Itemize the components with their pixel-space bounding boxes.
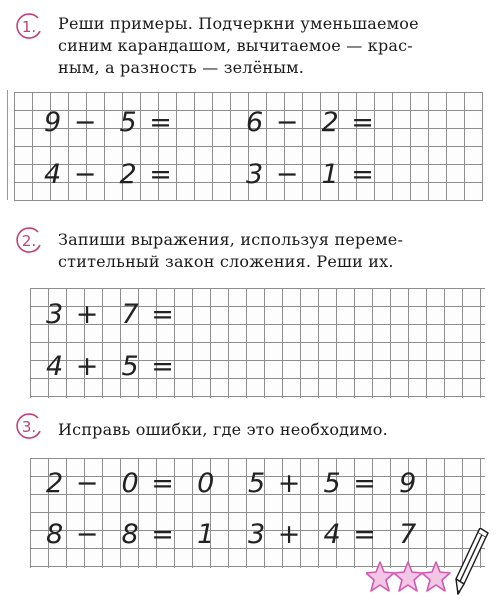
task-3-expression-1: 2 − 0 = 0 xyxy=(46,468,217,499)
pencil-icon xyxy=(450,528,490,596)
task-1-expression-4: 3 − 1 = xyxy=(246,159,376,190)
task-3-number: 3. xyxy=(21,418,37,436)
task-1-line-2: синим карандашом, вычитаемое — крас- xyxy=(58,36,413,55)
task-3-expression-2: 5 + 5 = 9 xyxy=(248,468,419,499)
task-1-text xyxy=(58,13,478,79)
task-2-expression-1: 3 + 7 = xyxy=(46,299,176,330)
task-3-line-1: Исправь ошибки, где это необходимо. xyxy=(58,420,388,439)
task-2-expression-2: 4 + 5 = xyxy=(46,351,176,382)
task-3-text xyxy=(58,419,478,441)
margin-line xyxy=(7,90,8,200)
task-3-expression-3: 8 − 8 = 1 xyxy=(46,519,217,550)
task-2-number: 2. xyxy=(21,232,37,250)
task-1-badge xyxy=(14,12,44,42)
task-2-line-1: Запиши выражения, используя переме- xyxy=(58,230,404,249)
task-1-expression-2: 6 − 2 = xyxy=(246,107,376,138)
task-1-line-3: ным, а разность — зелёным. xyxy=(58,58,305,77)
task-1-number: 1. xyxy=(21,18,37,36)
task-1-line-1: Реши примеры. Подчеркни уменьшаемое xyxy=(58,14,419,33)
task-2-badge xyxy=(14,226,44,256)
stars-icon xyxy=(366,558,452,598)
task-2-line-2: стительный закон сложения. Реши их. xyxy=(58,252,394,271)
task-3-badge xyxy=(14,412,44,442)
task-3-expression-4: 3 + 4 = 7 xyxy=(248,519,419,550)
task-1-expression-1: 9 − 5 = xyxy=(44,107,174,138)
task-2-text xyxy=(58,229,478,273)
task-1-expression-3: 4 − 2 = xyxy=(44,159,174,190)
